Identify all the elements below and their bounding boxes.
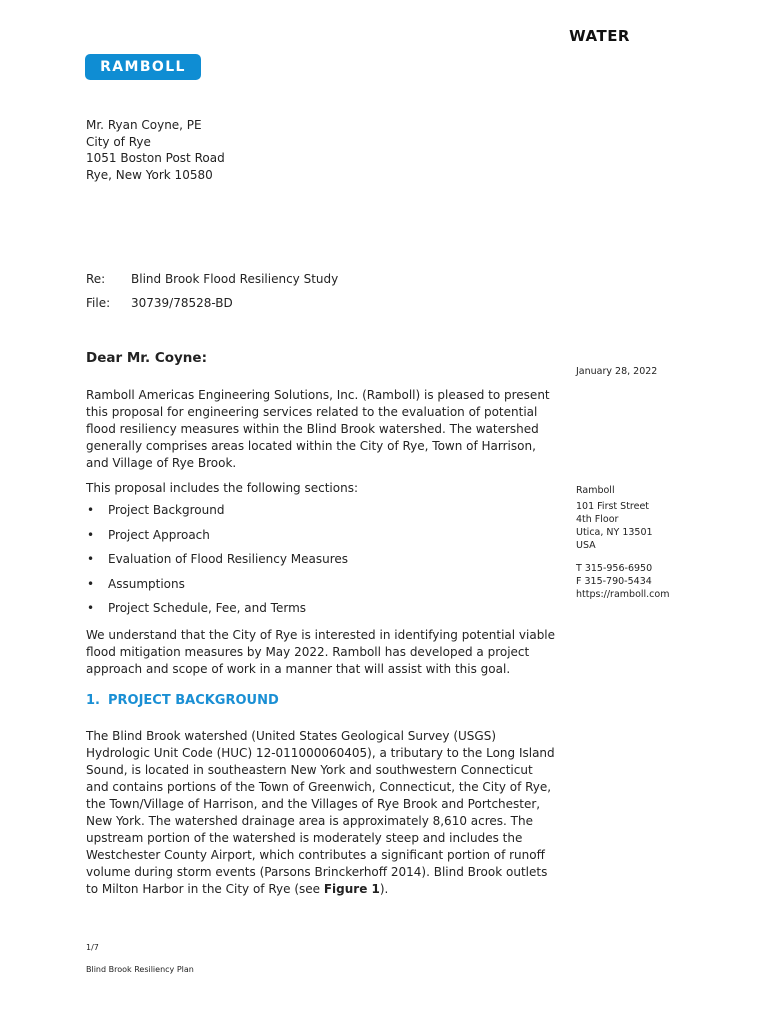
intro-paragraph: Ramboll Americas Engineering Solutions, Inc. (Ramboll) is pleased to present this proposal for engineering services related to the evaluation of potential flood resiliency measures within the Blind Brook watershed. The watershed generally comprises areas located within the City of Rye, Town of Harrison, and Village of Rye Brook. [86, 388, 550, 470]
file-label: File: [86, 296, 111, 310]
list-item: • Evaluation of Flood Resiliency Measures [86, 552, 348, 577]
letter-date: January 28, 2022 [576, 366, 658, 377]
re-line [86, 272, 338, 286]
sender-street: 101 First Street [576, 501, 650, 512]
section-title: PROJECT BACKGROUND [107, 693, 279, 708]
re-label: Re: [86, 272, 106, 286]
division-label: WATER [569, 27, 630, 45]
sender-phone: T 315-956-6950 [576, 563, 653, 574]
background-body: The Blind Brook watershed (United States Geological Survey (USGS) Hydrologic Unit Code (HUC) 12-011000060405), a tributary to the Long Island Sound, is located in southeastern New York and southwestern Connecticut and contains portions of the Town of Greenwich, Connecticut, the City of Rye, the Town/Village of Harrison, and the Villages of Rye Brook and Portchester, New York. The watershed drainage area is approximately 8,610 acres. The upstream portion of the watershed is moderately steep and includes the Westchester County Airport, which contributes a significant portion of runoff volume during storm events (Parsons Brinckerhoff 2014). Blind Brook outlets to Milton Harbor in the City of Rye (see [86, 729, 555, 896]
sender-fax: F 315-790-5434 [576, 576, 652, 587]
recipient-address [86, 117, 225, 183]
footer-title: Blind Brook Resiliency Plan [86, 965, 194, 974]
file-line [86, 296, 233, 310]
section-heading [86, 693, 279, 708]
background-body-end: ). [379, 882, 389, 896]
re-value: Blind Brook Flood Resiliency Study [131, 272, 339, 286]
recipient-organization: City of Rye [86, 134, 151, 149]
sections-list [86, 503, 348, 626]
goal-paragraph: We understand that the City of Rye is interested in identifying potential viable flood mitigation measures by May 2022. Ramboll has developed a project approach and scope of work in a manner that will assist with this goal. [86, 628, 556, 676]
sender-country: USA [576, 540, 596, 551]
list-item: • Project Schedule, Fee, and Terms [86, 601, 348, 626]
background-paragraph [86, 728, 556, 898]
list-item: • Project Approach [86, 528, 348, 553]
recipient-city: Rye, New York 10580 [86, 167, 213, 182]
section-number: 1. [86, 693, 100, 708]
sender-company: Ramboll [576, 485, 615, 496]
list-item: • Assumptions [86, 577, 348, 602]
sender-city: Utica, NY 13501 [576, 527, 653, 538]
recipient-name: Mr. Ryan Coyne, PE [86, 118, 202, 132]
file-value: 30739/78528-BD [131, 296, 233, 310]
page-number: 1/7 [86, 943, 99, 952]
sender-contact [576, 484, 669, 601]
sender-floor: 4th Floor [576, 514, 619, 525]
list-item: • Project Background [86, 503, 348, 528]
sender-website[interactable]: https://ramboll.com [576, 589, 670, 600]
ramboll-logo: RAMBOLL [85, 54, 201, 80]
salutation: Dear Mr. Coyne: [86, 350, 207, 366]
sections-intro: This proposal includes the following sections: [86, 481, 359, 495]
figure-reference[interactable]: Figure 1 [323, 882, 380, 896]
recipient-street: 1051 Boston Post Road [86, 151, 225, 165]
